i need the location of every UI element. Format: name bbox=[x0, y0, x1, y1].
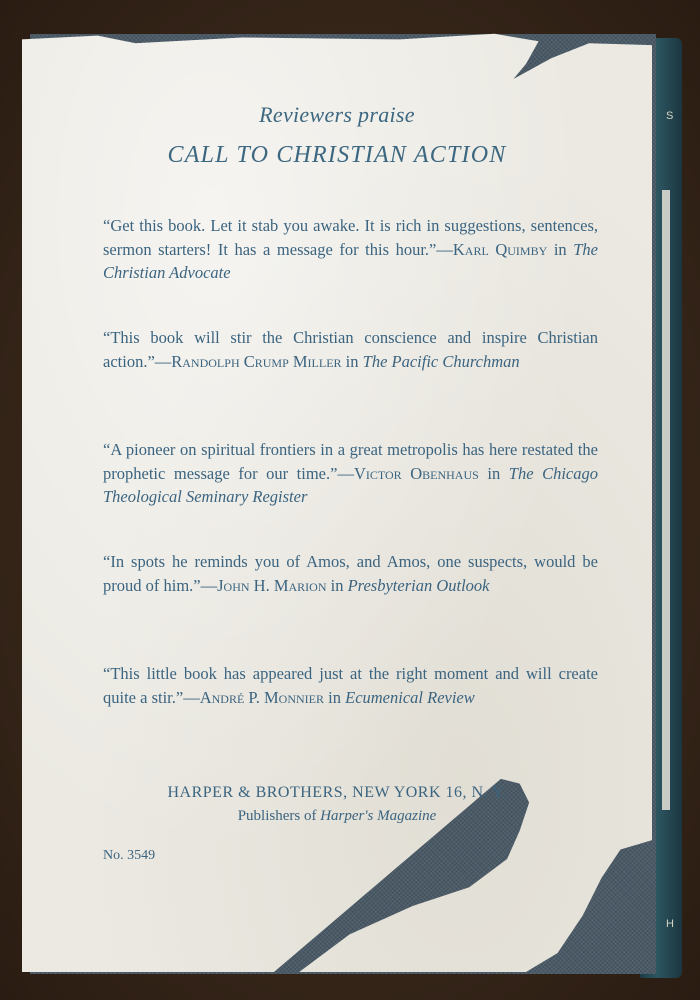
publisher-tagline-prefix: Publishers of bbox=[237, 808, 321, 824]
spine-letter-bottom: H bbox=[666, 918, 674, 930]
review-2 bbox=[103, 326, 598, 373]
review-quote: “Get this book. Let it stab you awake. It is rich in suggestions, sentences, sermon starters! It has a message for this hour.”— bbox=[103, 216, 598, 259]
catalog-number: No. 3549 bbox=[103, 848, 156, 863]
review-4 bbox=[103, 550, 598, 597]
review-3 bbox=[103, 438, 598, 509]
review-quote: “In spots he reminds you of Amos, and Amos, one suspects, would be proud of him.”— bbox=[103, 552, 598, 595]
review-quote: “This book will stir the Christian conscience and inspire Christian action.”— bbox=[103, 328, 598, 371]
reviewer-name: André P. Monnier bbox=[199, 687, 325, 707]
reviewer-name: Karl Quimby bbox=[452, 239, 548, 259]
review-joiner: in bbox=[324, 687, 346, 707]
review-quote: “This little book has appeared just at the right moment and will create quite a stir.”— bbox=[103, 664, 598, 707]
review-joiner: in bbox=[326, 575, 348, 595]
spine-letter-top: S bbox=[666, 110, 674, 122]
reviewer-name: Victor Obenhaus bbox=[353, 463, 479, 483]
review-quote: “A pioneer on spiritual frontiers in a great metropolis has here restated the prophetic message for our time.”— bbox=[103, 440, 598, 483]
heading-reviewers-praise: Reviewers praise bbox=[259, 102, 415, 127]
review-source: The Christian Advocate bbox=[103, 239, 598, 282]
review-source: The Pacific Churchman bbox=[362, 351, 520, 371]
review-joiner: in bbox=[341, 351, 363, 371]
review-5 bbox=[103, 662, 598, 709]
magazine-name: Harper's Magazine bbox=[320, 808, 437, 824]
review-source: Presbyterian Outlook bbox=[347, 575, 490, 595]
publisher-tagline bbox=[22, 808, 652, 825]
review-joiner: in bbox=[478, 463, 509, 483]
review-source: The Chicago Theological Seminary Register bbox=[103, 463, 598, 506]
publisher-line: HARPER & BROTHERS, NEW YORK 16, N. Y. bbox=[167, 784, 507, 801]
book-title: CALL TO CHRISTIAN ACTION bbox=[167, 142, 507, 168]
review-joiner: in bbox=[547, 239, 574, 259]
review-source: Ecumenical Review bbox=[345, 687, 475, 707]
reviewer-name: John H. Marion bbox=[217, 575, 327, 595]
reviewer-name: Randolph Crump Miller bbox=[171, 351, 342, 371]
review-1 bbox=[103, 214, 598, 285]
